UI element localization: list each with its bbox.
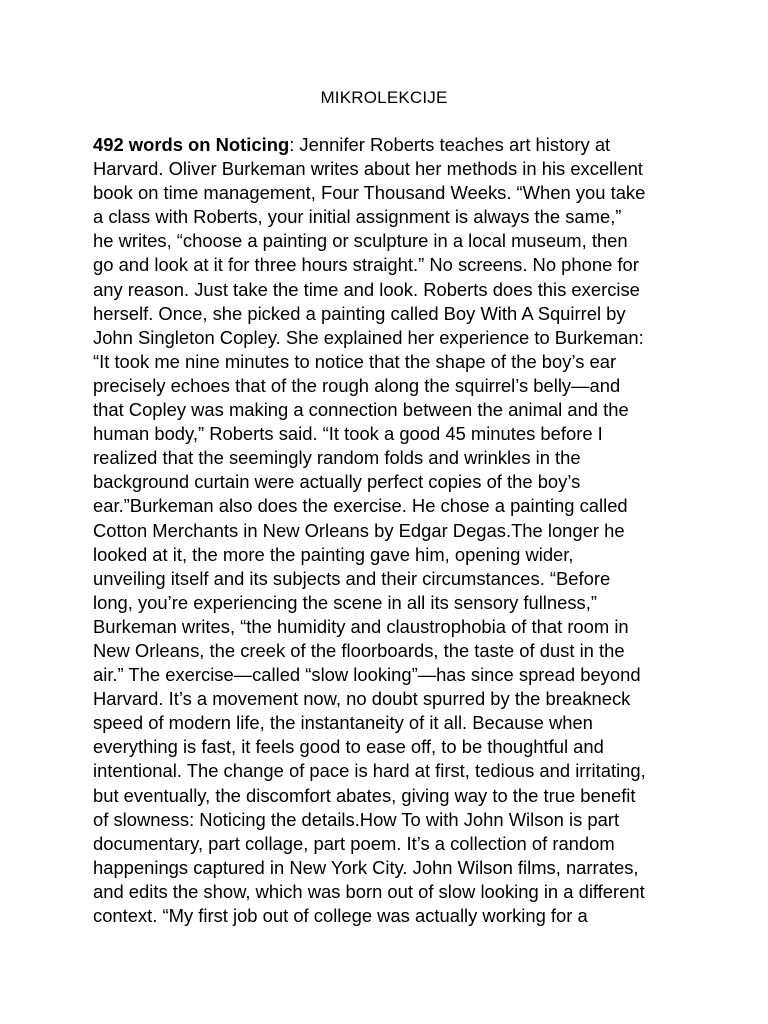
text-line: everything is fast, it feels good to ease off, to be thoughtful and xyxy=(93,736,604,758)
text-line: book on time management, Four Thousand Weeks. “When you take xyxy=(93,182,646,204)
text-line-1-rest: : Jennifer Roberts teaches art history at xyxy=(289,134,611,155)
text-line-1 xyxy=(93,133,693,157)
text-line: documentary, part collage, part poem. It’s a collection of random xyxy=(93,832,615,854)
document-body xyxy=(93,133,693,928)
text-line: and edits the show, which was born out of slow looking in a different xyxy=(93,880,645,902)
text-line: New Orleans, the creek of the floorboards, the taste of dust in the xyxy=(93,639,625,661)
text-line: but eventually, the discomfort abates, giving way to the true benefit xyxy=(93,784,636,806)
text-line: he writes, “choose a painting or sculpture in a local museum, then xyxy=(93,230,628,252)
text-line: happenings captured in New York City. John Wilson films, narrates, xyxy=(93,856,639,878)
text-line: Cotton Merchants in New Orleans by Edgar Degas.The longer he xyxy=(93,519,625,541)
text-line: of slowness: Noticing the details.How To with John Wilson is part xyxy=(93,808,620,830)
text-line: Harvard. Oliver Burkeman writes about her methods in his excellent xyxy=(93,158,643,180)
text-line: air.” The exercise—called “slow looking”—has since spread beyond xyxy=(93,664,641,686)
text-line: intentional. The change of pace is hard at first, tedious and irritating, xyxy=(93,760,646,782)
text-line: context. “My first job out of college was actually working for a xyxy=(93,905,588,926)
text-line: human body,” Roberts said. “It took a good 45 minutes before I xyxy=(93,423,603,445)
text-line: Burkeman writes, “the humidity and claustrophobia of that room in xyxy=(93,615,629,637)
text-line: John Singleton Copley. She explained her experience to Burkeman: xyxy=(93,326,644,348)
text-line: long, you’re experiencing the scene in all its sensory fullness,” xyxy=(93,591,597,613)
text-line: looked at it, the more the painting gave him, opening wider, xyxy=(93,543,574,565)
lead-heading: 492 words on Noticing xyxy=(93,134,290,155)
text-line: unveiling itself and its subjects and their circumstances. “Before xyxy=(93,567,611,589)
text-line: any reason. Just take the time and look. Roberts does this exercise xyxy=(93,278,640,300)
document-title: MIKROLEKCIJE xyxy=(320,88,448,107)
text-line: Harvard. It’s a movement now, no doubt spurred by the breakneck xyxy=(93,688,631,710)
text-line: ear.”Burkeman also does the exercise. He chose a painting called xyxy=(93,495,628,517)
text-line: precisely echoes that of the rough along the squirrel’s belly—and xyxy=(93,374,621,396)
text-line: realized that the seemingly random folds and wrinkles in the xyxy=(93,447,581,469)
text-line: that Copley was making a connection between the animal and the xyxy=(93,399,629,421)
text-line: “It took me nine minutes to notice that the shape of the boy’s ear xyxy=(93,350,617,372)
text-line: background curtain were actually perfect copies of the boy’s xyxy=(93,471,581,493)
text-line: speed of modern life, the instantaneity of it all. Because when xyxy=(93,712,593,734)
text-line: go and look at it for three hours straight.” No screens. No phone for xyxy=(93,254,639,276)
text-line: herself. Once, she picked a painting called Boy With A Squirrel by xyxy=(93,302,626,324)
text-line: a class with Roberts, your initial assignment is always the same,” xyxy=(93,206,622,228)
